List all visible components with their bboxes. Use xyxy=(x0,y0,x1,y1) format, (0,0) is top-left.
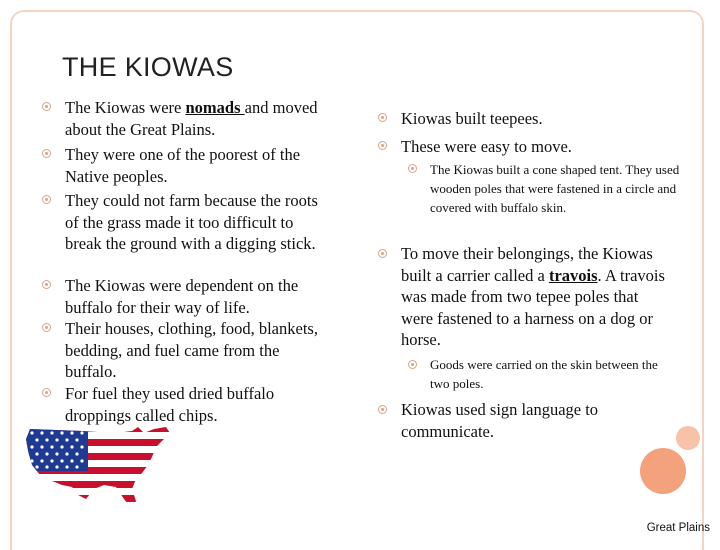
left-bullet-4: The Kiowas were dependent on the buffalo for their way of life. xyxy=(65,276,299,317)
bullet-ring-icon xyxy=(42,195,51,204)
decor-circle-small xyxy=(676,426,700,450)
right-bullet-4: Kiowas used sign language to communicate. xyxy=(401,400,599,441)
right-sub-bullet-3: Goods were carried on the skin between the two poles. xyxy=(430,357,658,391)
bullet-ring-icon xyxy=(408,360,417,369)
decor-circle-large xyxy=(640,448,686,494)
left-bullet-1-pre: The Kiowas were xyxy=(65,98,186,117)
right-bullet-2: These were easy to move. xyxy=(401,137,572,156)
bullet-ring-icon xyxy=(378,249,387,258)
bullet-ring-icon xyxy=(378,405,387,414)
bullet-ring-icon xyxy=(42,388,51,397)
right-bullet-3 xyxy=(401,243,671,351)
bullet-ring-icon xyxy=(42,323,51,332)
right-bullet-3-post: . A travois was made from two tepee poles that were fastened to a harness on a dog or horse. xyxy=(401,265,665,349)
left-bullet-1-post: and moved about the Great Plains. xyxy=(65,98,318,139)
left-bullet-3: They could not farm because the roots of the grass made it too difficult to break the ground with a digging stick. xyxy=(65,191,318,253)
us-flag-map-icon xyxy=(24,425,174,515)
right-bullet-1: Kiowas built teepees. xyxy=(401,109,543,128)
left-bullet-5: Their houses, clothing, food, blankets, bedding, and fuel came from the buffalo. xyxy=(65,319,318,381)
bullet-ring-icon xyxy=(408,164,417,173)
travois-term: travois xyxy=(548,265,598,285)
bullet-ring-icon xyxy=(42,280,51,289)
slide-title: THE KIOWAS xyxy=(62,52,234,82)
right-sub-bullet-2: The Kiowas built a cone shaped tent. They used wooden poles that were fastened in a circle and covered with buffalo skin. xyxy=(430,162,680,215)
right-bullet-3-pre: To move their belongings, the Kiowas built a carrier called a xyxy=(401,244,653,285)
bullet-ring-icon xyxy=(42,102,51,111)
nomads-term: nomads xyxy=(185,98,245,117)
bullet-ring-icon xyxy=(378,141,387,150)
left-bullet-6: For fuel they used dried buffalo droppings called chips. xyxy=(65,384,275,425)
bullet-ring-icon xyxy=(42,149,51,158)
left-bullet-1 xyxy=(65,97,330,140)
left-bullet-2: They were one of the poorest of the Native peoples. xyxy=(65,145,301,186)
footer-label: Great Plains xyxy=(646,522,710,534)
bullet-ring-icon xyxy=(378,113,387,122)
